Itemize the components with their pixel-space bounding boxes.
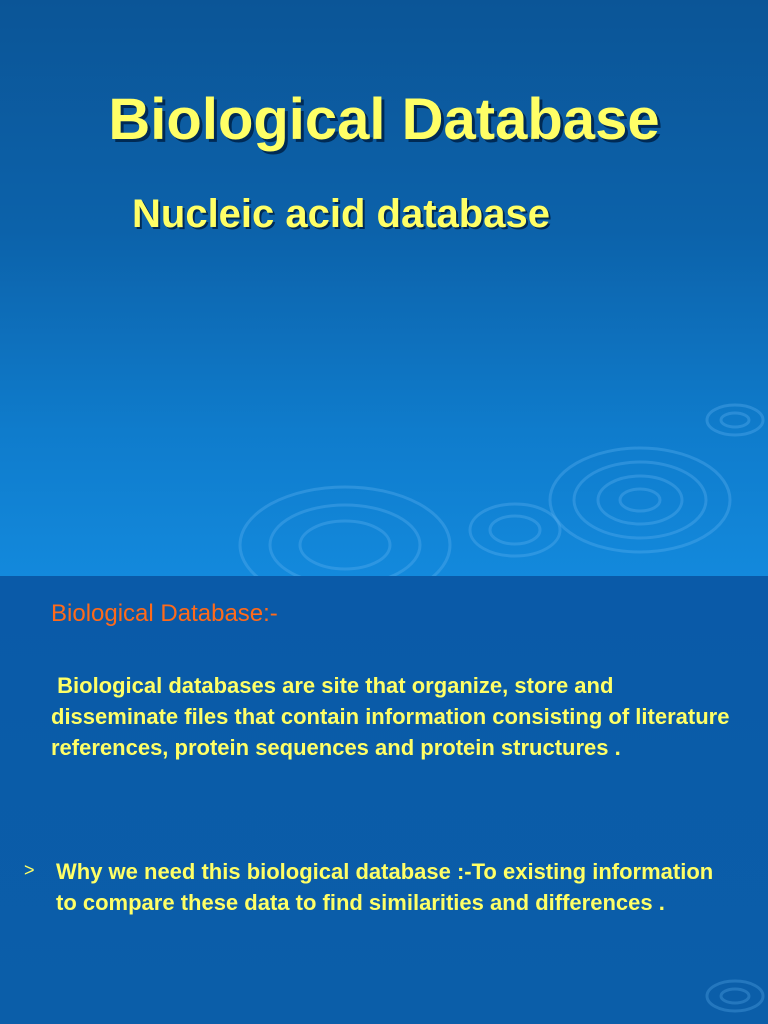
bullet-text: Why we need this biological database :-To existing information to compare these data to find similarities and differences . xyxy=(56,859,714,915)
content-slide xyxy=(0,576,768,1024)
water-ripple-corner-decoration xyxy=(0,576,768,1024)
slide-title: Biological Database xyxy=(108,87,660,152)
slide-subtitle: Nucleic acid database xyxy=(132,192,550,236)
chevron-right-icon: > xyxy=(24,860,35,880)
definition-paragraph: Biological databases are site that organize, store and disseminate files that contain information consisting of literature references, protein sequences and protein structures . xyxy=(51,673,736,760)
section-heading: Biological Database:- xyxy=(51,600,278,627)
bullet-item xyxy=(24,856,744,918)
